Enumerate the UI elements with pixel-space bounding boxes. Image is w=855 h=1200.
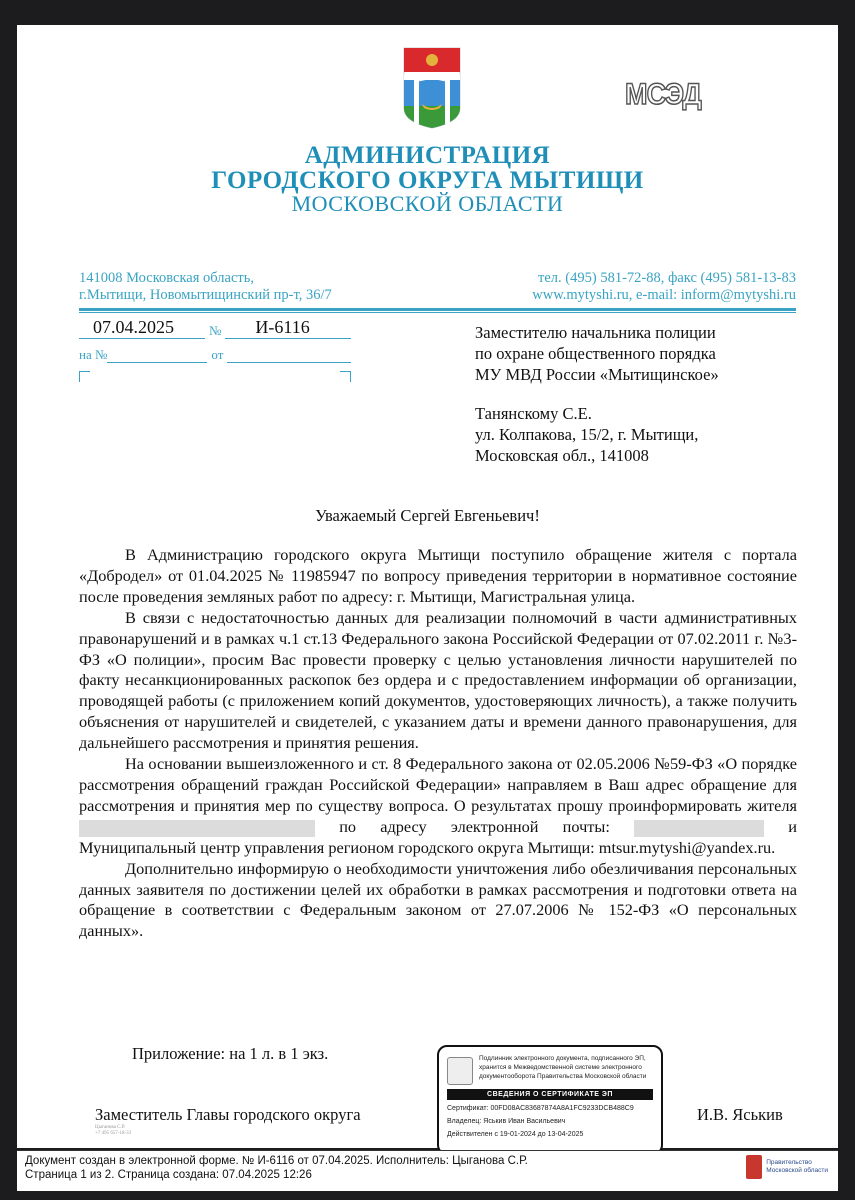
recipient-position: [475, 322, 719, 385]
footer-line1: Документ создан в электронной форме. № И-6116 от 07.04.2025. Исполнитель: Цыганова С.Р.: [25, 1155, 528, 1167]
recipient-address2: Московская обл., 141008: [475, 446, 649, 465]
signer-title: Заместитель Главы городского округа: [95, 1105, 361, 1124]
letter-body: [79, 545, 797, 942]
paragraph-3-part3: и Муниципальный центр управления регионом городского округа Мытищи: mtsur.mytyshi@yandex.ru.: [79, 816, 798, 857]
document-footer: [17, 1150, 838, 1191]
logo-line2: Московской области: [766, 1167, 828, 1174]
header-divider-thin: [79, 312, 796, 313]
executor-note: [95, 1125, 131, 1137]
footer-line2: Страница 1 из 2. Страница создана: 07.04.2025 12:26: [25, 1169, 312, 1181]
certificate-intro: Подлинник электронного документа, подписанного ЭП, хранится в Межведомственной системе электронного документооборота Правительства Московской области: [479, 1055, 647, 1080]
registration-date: 07.04.2025: [79, 317, 205, 339]
attachment-note: Приложение: на 1 л. в 1 экз.: [132, 1044, 329, 1063]
corner-mark-right: [340, 371, 351, 382]
document-page: [17, 25, 838, 1148]
msed-logo: МСЭД: [625, 78, 701, 111]
executor-name-small: Цыганова С.Р.: [95, 1125, 126, 1130]
coat-of-arms-icon: [402, 46, 462, 131]
reference-from-label: от: [211, 347, 224, 362]
paragraph-3-part2: по адресу электронной почты:: [339, 816, 610, 836]
address-line2: г.Мытищи, Новомытищинский пр-т, 36/7: [79, 287, 332, 303]
registration-block: [79, 317, 351, 363]
paragraph-3-part1: На основании вышеизложенного и ст. 8 Федерального закона от 02.05.2006 №59-ФЗ «О порядке рассмотрения обращений граждан Российской Федерации» направляем в Ваш адрес обращение для рассмотрения и принятия мер по существу вопроса. О результатах прошу проинформировать жителя: [79, 754, 797, 815]
header-divider: [79, 308, 796, 311]
recipient-name: Танянскому С.Е.: [475, 404, 592, 423]
recipient-line2: по охране общественного порядка: [475, 344, 716, 363]
org-title-line2: ГОРОДСКОГО ОКРУГА МЫТИЩИ: [211, 167, 644, 194]
executor-phone-small: +7 495 657-18-33: [95, 1131, 132, 1136]
footer-info: [25, 1154, 528, 1182]
salutation: Уважаемый Сергей Евгеньевич!: [315, 506, 540, 525]
address-line1: 141008 Московская область,: [79, 270, 254, 286]
recipient-line1: Заместителю начальника полиции: [475, 323, 716, 342]
signer-name: И.В. Яськив: [697, 1105, 783, 1124]
paragraph-2: В связи с недостаточностью данных для реализации полномочий в части административных правонарушений и в рамках ч.1 ст.13 Федерального закона Российской Федерации от 07.02.2011 г. №3-ФЗ «О полиции», просим Вас провести проверку с целью установления личности нарушителей по факту несанкционированных раскопок без ордера и с предоставлением информации об организации, проводящей работы (с приложением копий документов, удостоверяющих личность), а также получить объяснения от нарушителей и свидетелей, с указанием даты и времени данного правонарушения, для дальнейшего рассмотрения и принятия решения.: [79, 607, 797, 753]
org-contacts: [532, 270, 796, 304]
mo-government-emblem-icon: [746, 1155, 762, 1179]
paragraph-1: В Администрацию городского округа Мытищи поступило обращение жителя с портала «Добродел» от 01.04.2025 № 11985947 по вопросу приведения территории в нормативное состояние после проведения земляных работ по адресу: г. Мытищи, Магистральная улица.: [79, 545, 797, 606]
mo-emblem-icon: [447, 1057, 473, 1085]
recipient-address: [475, 403, 698, 466]
certificate-owner: Владелец: Яськив Иван Васильевич: [447, 1118, 566, 1125]
org-address: [79, 270, 332, 304]
contact-web-email: www.mytyshi.ru, e-mail: inform@mytyshi.ru: [532, 287, 796, 303]
org-title-line3: МОСКОВСКОЙ ОБЛАСТИ: [291, 191, 564, 216]
paragraph-4: Дополнительно информирую о необходимости уничтожения либо обезличивания персональных данных заявителя по достижении целей их обработки в рамках рассмотрения и подготовки ответа на обращение в соответствии с Федеральным законом от 27.07.2006 № 152-ФЗ «О персональных данных».: [79, 858, 797, 941]
registration-number-label: №: [209, 323, 222, 338]
redacted-resident-name: [79, 820, 315, 837]
redacted-email: [634, 820, 764, 837]
registration-number: И-6116: [225, 317, 351, 339]
reference-date-field: [227, 350, 351, 363]
reference-number-label: на №: [79, 347, 108, 362]
recipient-line3: МУ МВД России «Мытищинское»: [475, 365, 719, 384]
mo-government-logo: [746, 1155, 828, 1179]
logo-line1: Правительство: [766, 1159, 812, 1166]
certificate-validity: Действителен с 19-01-2024 до 13-04-2025: [447, 1131, 584, 1138]
reference-number-field: [107, 350, 207, 363]
contact-phone-fax: тел. (495) 581-72-88, факс (495) 581-13-83: [538, 270, 796, 286]
certificate-id: Сертификат: 00FD08AC83687874A8A1FC9233DCB488C9: [447, 1105, 634, 1112]
org-title-line1: АДМИНИСТРАЦИЯ: [304, 142, 551, 169]
e-signature-stamp: [437, 1045, 663, 1155]
paragraph-3: [79, 754, 797, 859]
certificate-header: СВЕДЕНИЯ О СЕРТИФИКАТЕ ЭП: [447, 1089, 653, 1100]
recipient-address1: ул. Колпакова, 15/2, г. Мытищи,: [475, 425, 699, 444]
corner-mark-left: [79, 371, 90, 382]
